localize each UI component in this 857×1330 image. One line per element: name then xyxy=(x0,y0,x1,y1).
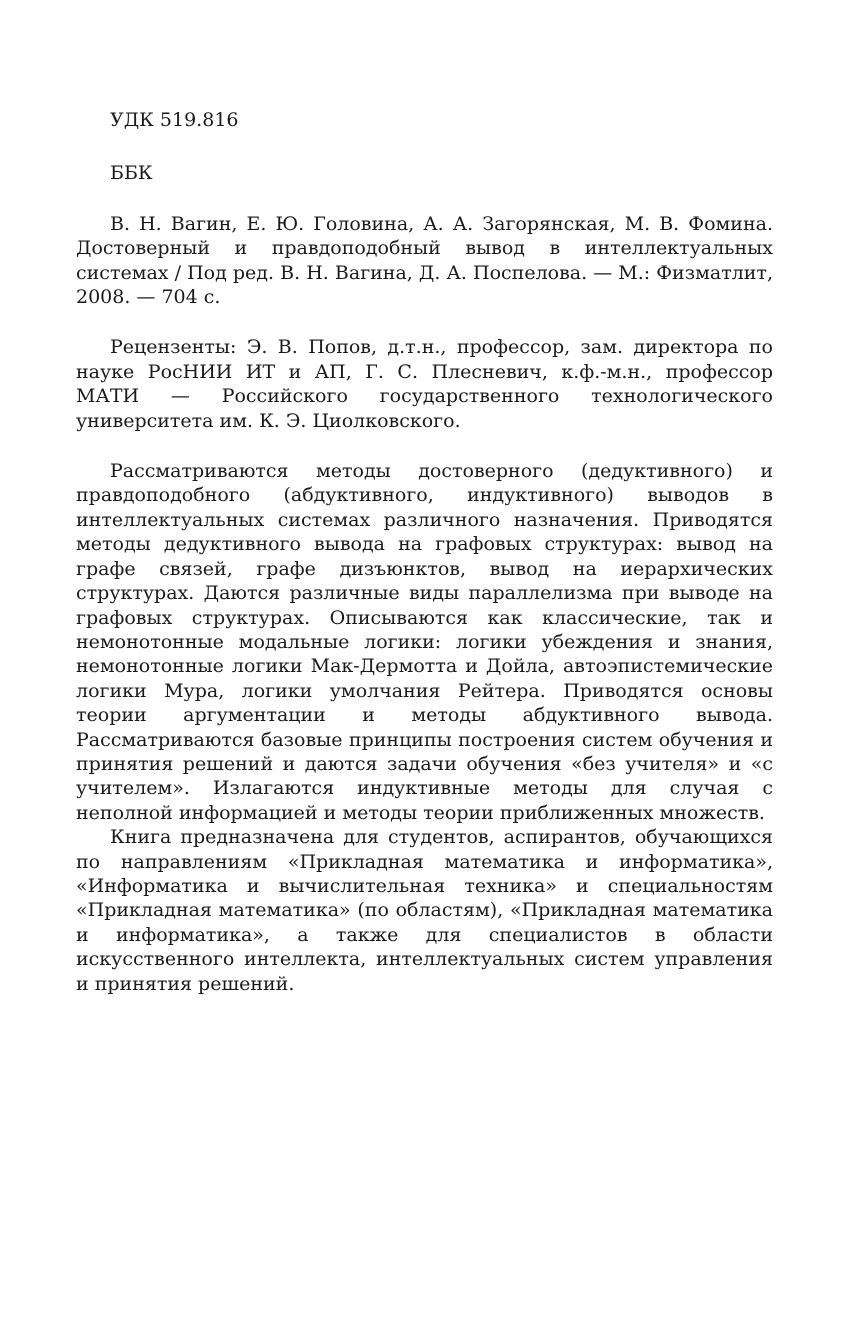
bbk-code: ББК xyxy=(110,162,153,185)
bibliographic-citation: В. Н. Вагин, Е. Ю. Головина, А. А. Загорянская, М. В. Фомина. Достоверный и правдоподобный вывод в интеллектуальных системах / Под ред. В. Н. Вагина, Д. А. Поспелова. — М.: Физматлит, 2008. — 704 с. xyxy=(76,212,773,309)
udk-code: УДК 519.816 xyxy=(110,109,239,131)
audience-paragraph: Книга предназначена для студентов, аспирантов, обучающихся по направлениям «Прикладная математика и информатика», «Информатика и вычислительная техника» и специальностям «Прикладная математика» (по областям), «Прикладная математика и информатика», а также для специалистов в области искусственного интеллекта, интеллектуальных систем управления и принятия решений. xyxy=(76,826,773,995)
book-imprint-page xyxy=(76,108,773,996)
reviewers-paragraph: Рецензенты: Э. В. Попов, д.т.н., профессор, зам. директора по науке РосНИИ ИТ и АП, Г. С. Плесневич, к.ф.-м.н., профессор МАТИ — Российского государственного технологического университета им. К. Э. Циолковского. xyxy=(76,336,773,432)
abstract-paragraph: Рассматриваются методы достоверного (дедуктивного) и правдоподобного (абдуктивного, индуктивного) выводов в интеллектуальных системах различного назначения. Приводятся методы дедуктивного вывода на графовых структурах: вывод на графе связей, графе дизъюнктов, вывод на иерархических структурах. Даются различные виды параллелизма при выводе на графовых структурах. Описываются как классические, так и немонотонные модальные логики: логики убеждения и знания, немонотонные логики Мак-Дермотта и Дойла, автоэпистемические логики Мура, логики умолчания Рейтера. Приводятся основы теории аргументации и методы абдуктивного вывода. Рассматриваются базовые принципы построения систем обучения и принятия решений и даются задачи обучения «без учителя» и «с учителем». Излагаются индуктивные методы для случая с неполной информацией и методы теории приближенных множеств. xyxy=(76,460,773,824)
